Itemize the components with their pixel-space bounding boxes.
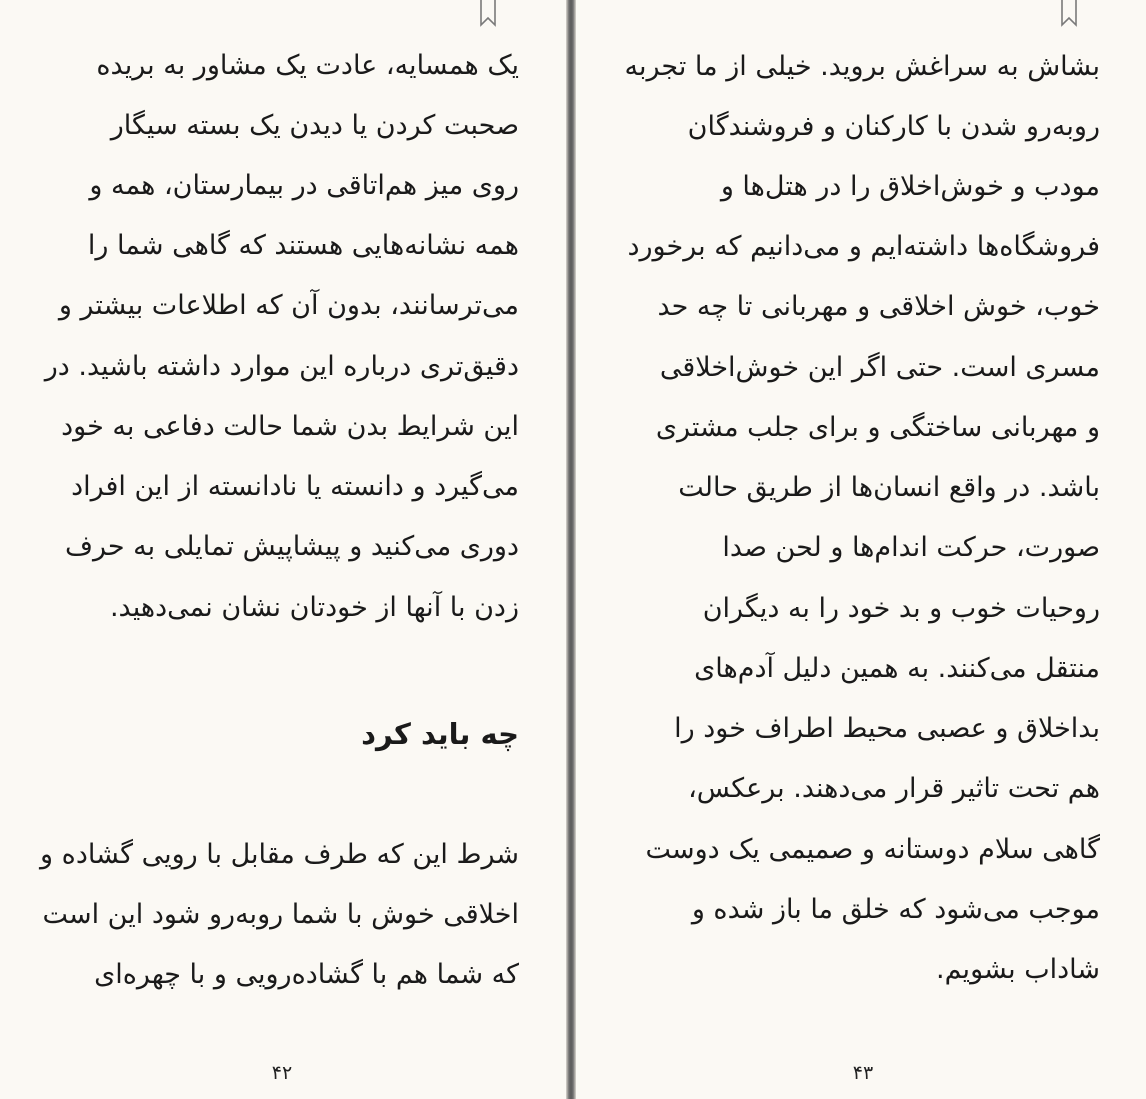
text-line: بشاش به سراغش بروید. خیلی از ما تجربه: [624, 51, 1100, 82]
text-line: منتقل می‌کنند. به همین دلیل آدم‌های: [694, 653, 1100, 684]
text-line: همه نشانه‌هایی هستند که گاهی شما را: [87, 230, 519, 261]
page-number: ۴۳: [852, 1062, 874, 1084]
book-spine-divider: [566, 0, 576, 1099]
page-number: ۴۲: [271, 1062, 293, 1084]
text-line: یک همسایه، عادت یک مشاور به بریده: [96, 50, 519, 81]
text-line: روی میز هم‌اتاقی در بیمارستان، همه و: [89, 170, 519, 201]
section-heading: چه باید کرد: [361, 717, 519, 751]
bookmark-icon[interactable]: [478, 0, 498, 28]
text-line: مسری است. حتی اگر این خوش‌اخلاقی: [659, 352, 1100, 383]
text-line: فروشگاه‌ها داشته‌ایم و می‌دانیم که برخورد: [627, 231, 1100, 262]
left-page[interactable]: [0, 0, 566, 1099]
text-line: دوری می‌کنید و پیشاپیش تمایلی به حرف: [65, 531, 519, 562]
text-line: و مهربانی ساختگی و برای جلب مشتری: [655, 412, 1100, 443]
right-page[interactable]: [576, 0, 1146, 1099]
bookmark-icon[interactable]: [1059, 0, 1079, 28]
text-line: می‌گیرد و دانسته یا نادانسته از این افراد: [71, 471, 519, 502]
text-line: اخلاقی خوش با شما روبه‌رو شود این است: [42, 899, 519, 930]
text-line: این شرایط بدن شما حالت دفاعی به خود: [61, 411, 519, 442]
text-line: موجب می‌شود که خلق ما باز شده و: [691, 894, 1100, 925]
text-line: دقیق‌تری درباره این موارد داشته باشید. در: [44, 351, 519, 382]
text-line: مودب و خوش‌اخلاق را در هتل‌ها و: [720, 171, 1100, 202]
text-line: باشد. در واقع انسان‌ها از طریق حالت: [678, 472, 1100, 503]
text-line: شرط این که طرف مقابل با رویی گشاده و: [40, 839, 519, 870]
text-line: صحبت کردن یا دیدن یک بسته سیگار: [110, 110, 519, 141]
text-line: که شما هم با گشاده‌رویی و با چهره‌ای: [94, 959, 519, 990]
text-line: بداخلاق و عصبی محیط اطراف خود را: [674, 713, 1100, 744]
text-line: شاداب بشویم.: [936, 954, 1100, 985]
text-line: می‌ترسانند، بدون آن که اطلاعات بیشتر و: [58, 290, 519, 321]
text-line: صورت، حرکت اندام‌ها و لحن صدا: [722, 532, 1100, 563]
text-line: زدن با آنها از خودتان نشان نمی‌دهید.: [109, 592, 519, 623]
text-line: خوب، خوش اخلاقی و مهربانی تا چه حد: [657, 291, 1100, 322]
text-line: هم تحت تاثیر قرار می‌دهند. برعکس،: [688, 773, 1100, 804]
text-line: روحیات خوب و بد خود را به دیگران: [702, 593, 1100, 624]
text-line: گاهی سلام دوستانه و صمیمی یک دوست: [645, 834, 1100, 865]
text-line: روبه‌رو شدن با کارکنان و فروشندگان: [687, 111, 1100, 142]
